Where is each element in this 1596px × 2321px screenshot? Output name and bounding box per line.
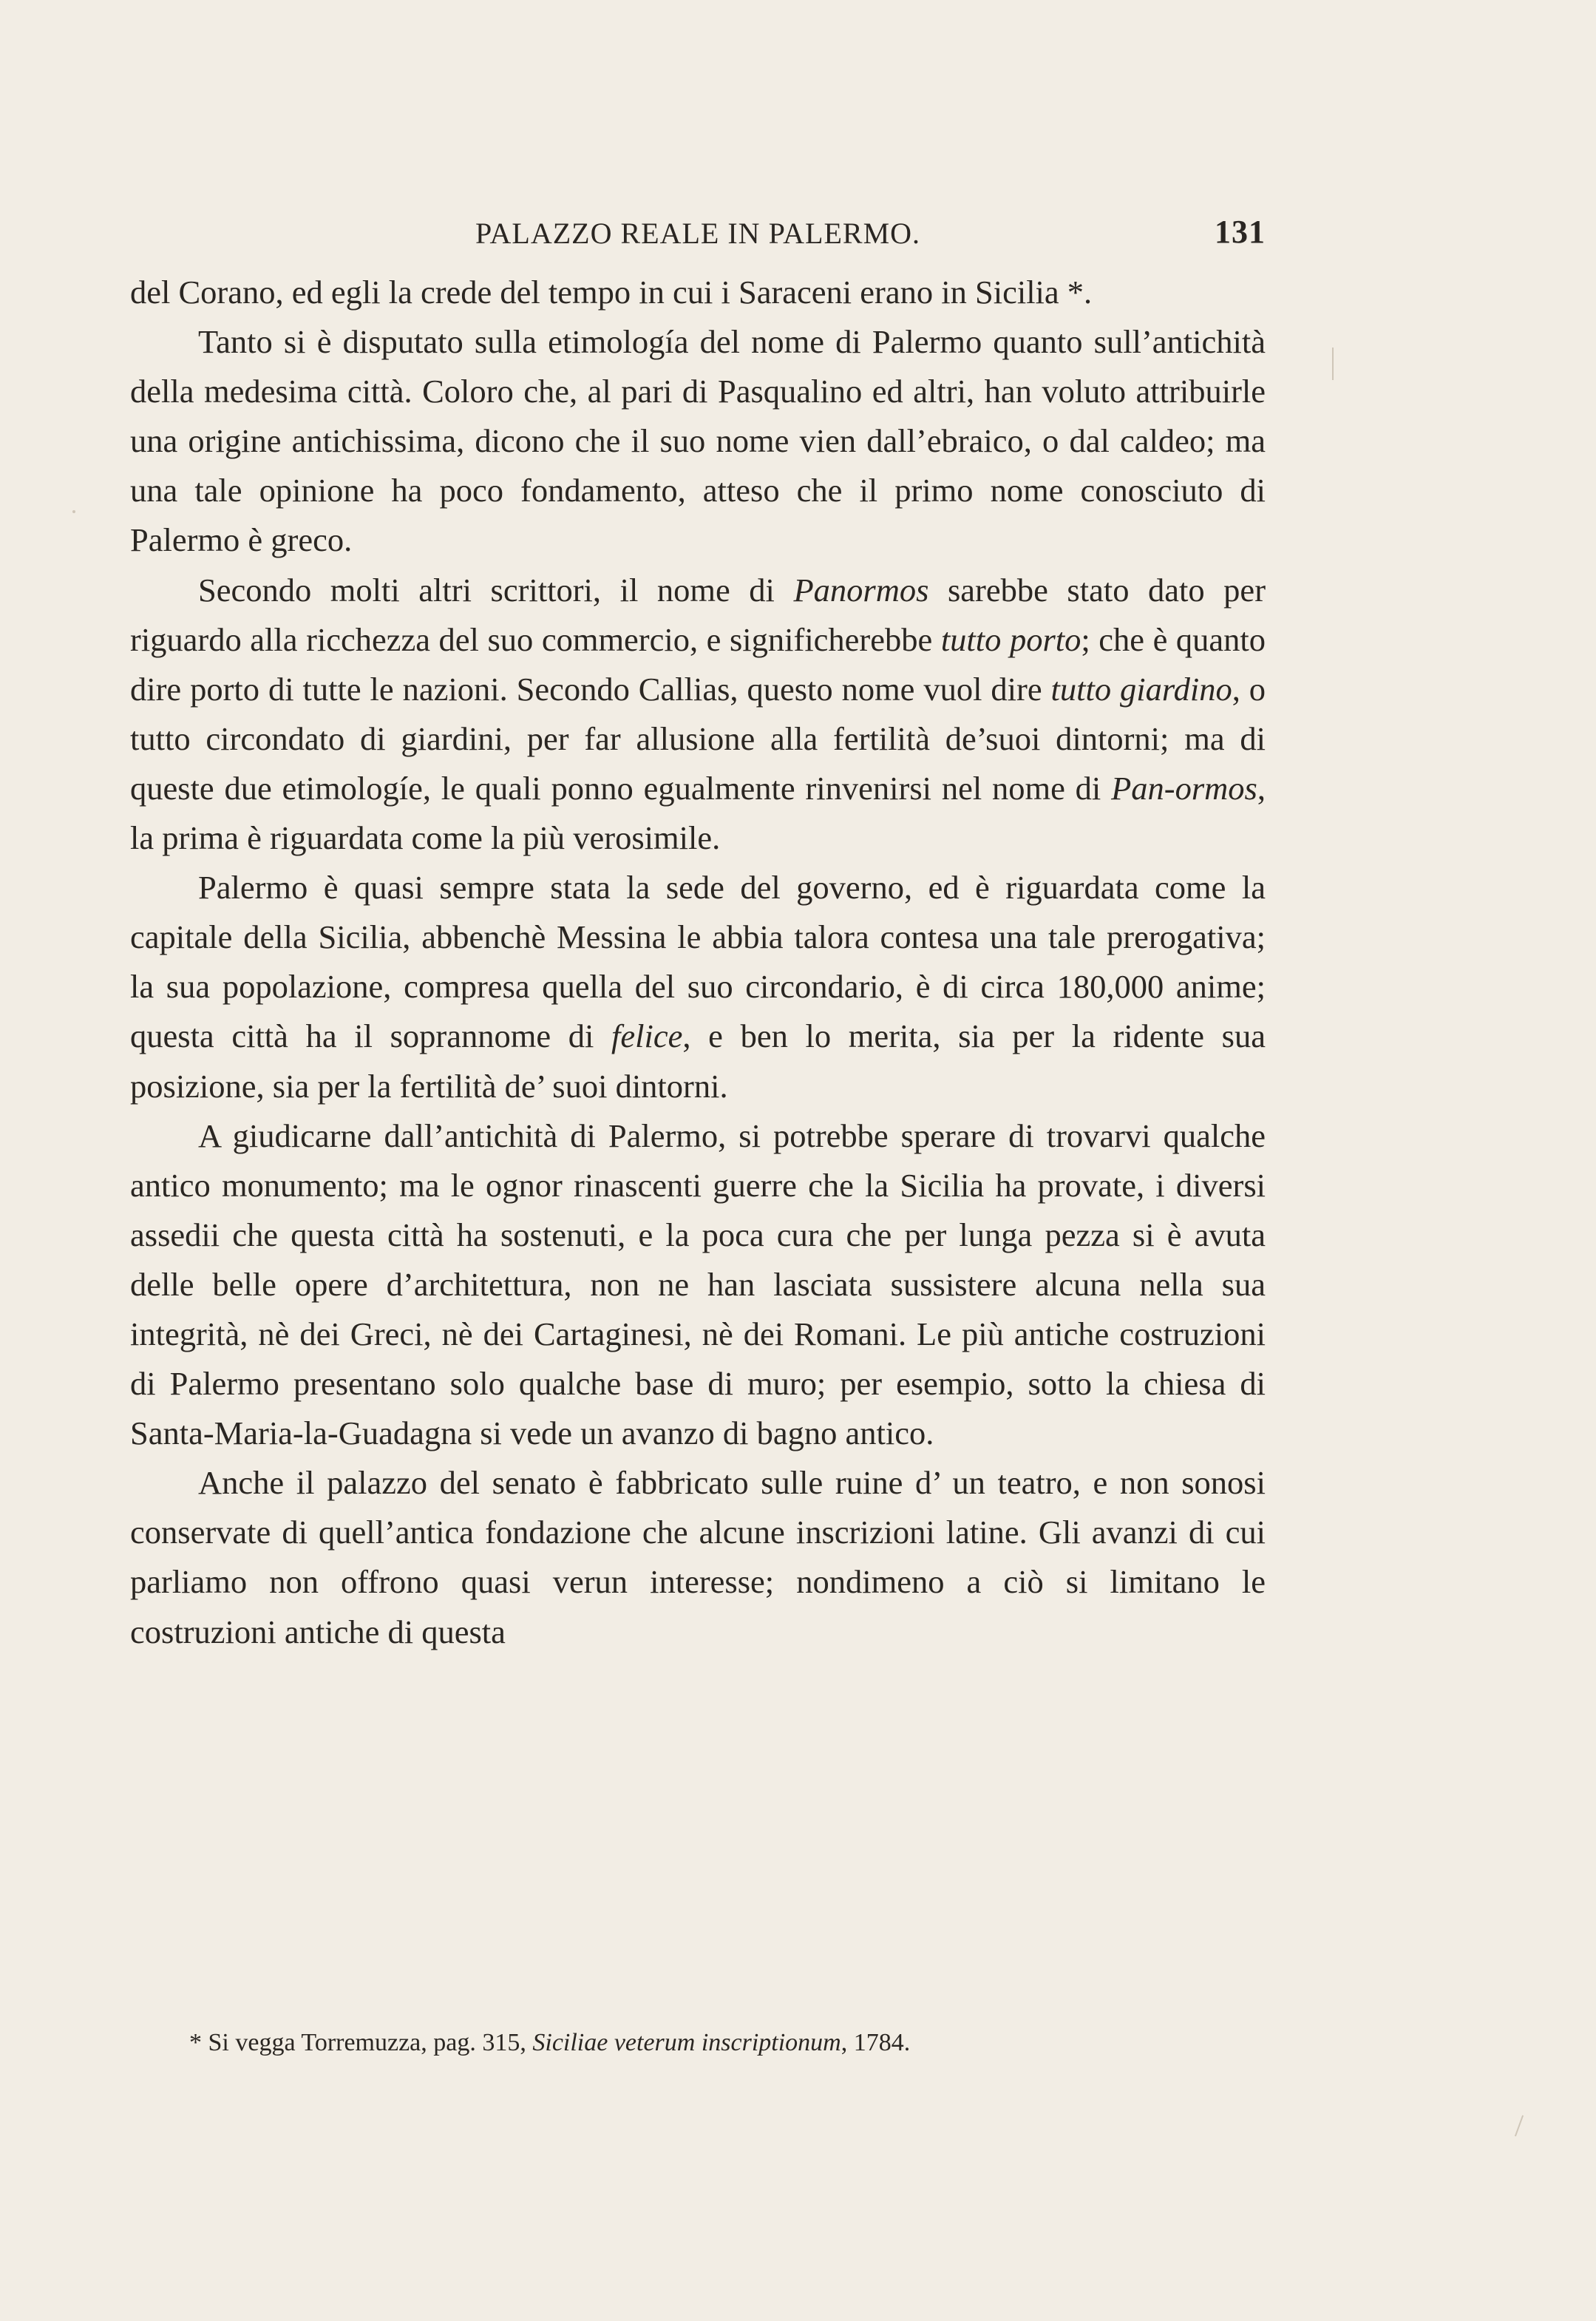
paragraph-text: , o tutto circondato di giardini, per far allusione alla fertilità de’suoi dintorni; ma di queste due etimologíe, le quali ponno egualmente rinvenirsi nel nome di [130, 670, 1266, 807]
italic-term: Pan-ormos [1111, 769, 1257, 807]
paragraph [130, 317, 1266, 565]
footnote-marker: * [189, 2029, 202, 2056]
paragraph-text: A giudicarne dall’antichità di Palermo, si potrebbe sperare di trovarvi qualche antico monumento; ma le ognor rinascenti guerre che la Sicilia ha provate, i diversi assedii che questa città ha sostenuti, e la poca cura che per lunga pezza si è avuta delle belle opere d’architettura, non ne han lasciata sussistere alcuna nella sua integrità, nè dei Greci, nè dei Cartaginesi, nè dei Romani. Le più antiche costruzioni di Palermo presentano solo qualche base di muro; per esempio, sotto la chiesa di Santa-Maria-la-Guadagna si vede un avanzo di bagno antico. [130, 1117, 1266, 1452]
paragraph-text: , la prima è riguardata come la più verosimile. [130, 769, 1266, 857]
footnote-text-before: Si vegga Torremuzza, pag. 315, [202, 2029, 533, 2056]
italic-term: Panormos [793, 571, 929, 609]
running-head [130, 210, 1266, 254]
paragraph [130, 566, 1266, 864]
paragraph-text: Secondo molti altri scrittori, il nome di [198, 571, 794, 609]
paragraph [130, 1458, 1266, 1656]
paragraph-text: ; che è quanto dire porto di tutte le nazioni. Secondo Callias, questo nome vuol dire [130, 620, 1266, 708]
margin-mark [1515, 2115, 1524, 2137]
paragraph-text: , e ben lo merita, sia per la ridente sua posizione, sia per la fertilità de’ suoi dintorni. [130, 1017, 1266, 1105]
footnote-title: Siciliae veterum inscriptionum [532, 2029, 841, 2056]
footnote [130, 2024, 1266, 2061]
paragraph-text: del Corano, ed egli la crede del tempo in cui i Saraceni erano in Sicilia *. [130, 274, 1093, 311]
paragraph [130, 268, 1266, 317]
body-text [130, 268, 1266, 1657]
paragraph-text: Anche il palazzo del senato è fabbricato sulle ruine d’ un teatro, e non sonosi conservate di quell’antica fondazione che alcune inscrizioni latine. Gli avanzi di cui parliamo non offrono quasi verun interesse; nondimeno a ciò si limitano le costruzioni antiche di questa [130, 1464, 1266, 1650]
paragraph-text: Palermo è quasi sempre stata la sede del governo, ed è riguardata come la capitale della Sicilia, abbenchè Messina le abbia talora contesa una tale prerogativa; la sua popolazione, compresa quella del suo circondario, è di circa 180,000 anime; questa città ha il soprannome di [130, 869, 1266, 1055]
paragraph-text: sarebbe stato dato per riguardo alla ricchezza del suo commercio, e significherebbe [130, 571, 1266, 658]
margin-dot [72, 510, 75, 513]
margin-mark [1332, 348, 1334, 380]
paragraph [130, 863, 1266, 1111]
paragraph-text: Tanto si è disputato sulla etimología del nome di Palermo quanto sull’antichità della medesima città. Coloro che, al pari di Pasqualino ed altri, han voluto attribuirle una origine antichissima, dicono che il suo nome vien dall’ebraico, o dal caldeo; ma una tale opinione ha poco fondamento, atteso che il primo nome conosciuto di Palermo è greco. [130, 323, 1266, 559]
footnote-text-after: , 1784. [841, 2029, 911, 2056]
italic-term: tutto porto [940, 620, 1081, 658]
paragraph [130, 1111, 1266, 1459]
page-number: 131 [1215, 214, 1266, 250]
italic-term: felice [611, 1017, 683, 1055]
running-title: PALAZZO REALE IN PALERMO. [475, 217, 921, 250]
italic-term: tutto giardino [1050, 670, 1232, 708]
